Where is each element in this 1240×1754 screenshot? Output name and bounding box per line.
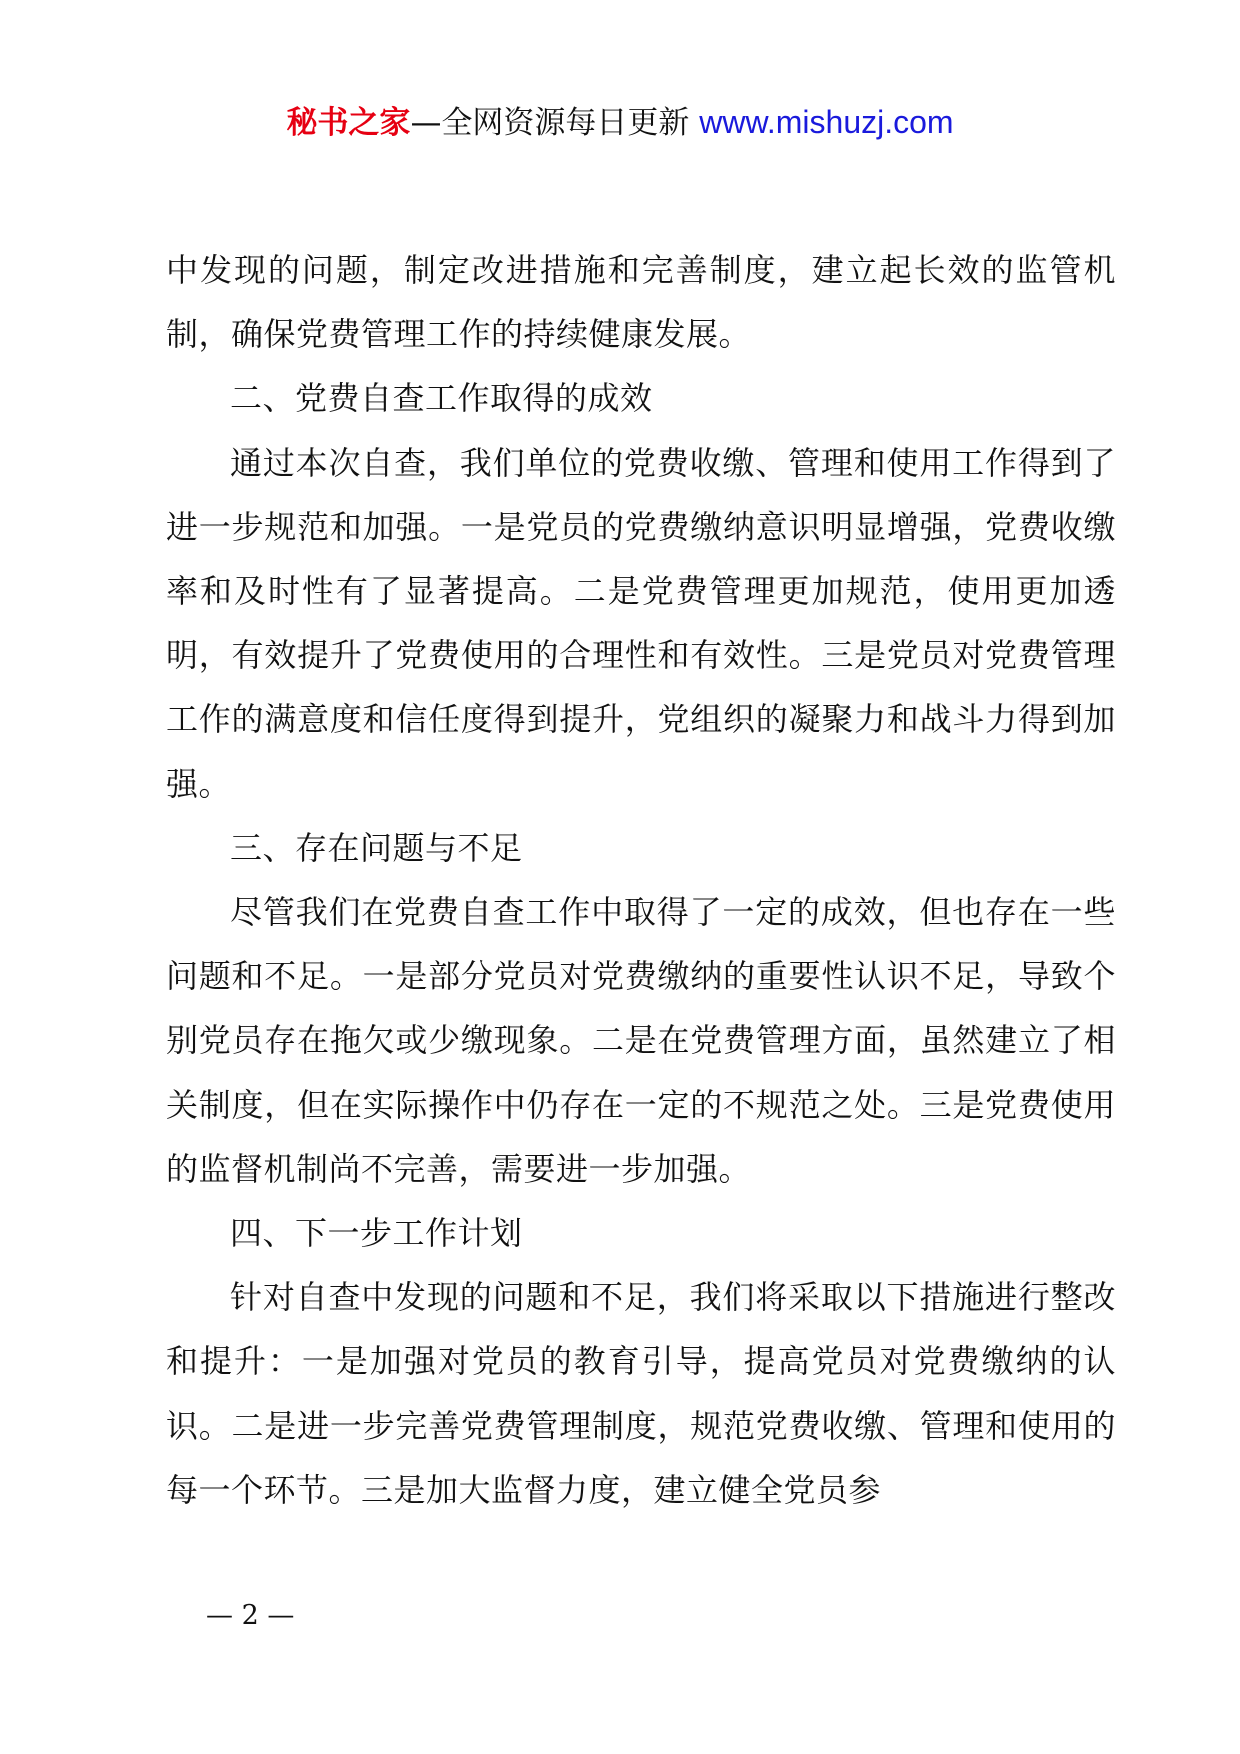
paragraph-problems: 尽管我们在党费自查工作中取得了一定的成效，但也存在一些问题和不足。一是部分党员对党费缴纳的重要性认识不足，导致个别党员存在拖欠或少缴现象。二是在党费管理方面，虽然建立了相关制度，但在实际操作中仍存在一定的不规范之处。三是党费使用的监督机制尚不完善，需要进一步加强。: [166, 893, 1116, 1188]
section-heading-problems: 三、存在问题与不足: [230, 828, 523, 867]
section-heading-next-steps: 四、下一步工作计划: [230, 1214, 523, 1253]
paragraph-continuation: 中发现的问题，制定改进措施和完善制度，建立起长效的监管机制，确保党费管理工作的持续健康发展。: [166, 251, 1116, 354]
site-tagline: —全网资源每日更新: [410, 105, 700, 141]
page-number: — 2 —: [206, 1600, 295, 1631]
site-url-link[interactable]: www.mishuzj.com: [699, 104, 954, 140]
section-heading-achievements: 二、党费自查工作取得的成效: [230, 379, 653, 418]
site-header: [0, 100, 1240, 145]
paragraph-achievements: 通过本次自查，我们单位的党费收缴、管理和使用工作得到了进一步规范和加强。一是党员的党费缴纳意识明显增强，党费收缴率和及时性有了显著提高。二是党费管理更加规范，使用更加透明，有效提升了党费使用的合理性和有效性。三是党员对党费管理工作的满意度和信任度得到提升，党组织的凝聚力和战斗力得到加强。: [166, 443, 1116, 803]
site-brand: 秘书之家: [286, 105, 411, 141]
paragraph-next-steps: 针对自查中发现的问题和不足，我们将采取以下措施进行整改和提升：一是加强对党员的教育引导，提高党员对党费缴纳的认识。二是进一步完善党费管理制度，规范党费收缴、管理和使用的每一个环节。三是加大监督力度，建立健全党员参: [166, 1278, 1116, 1509]
document-body: [166, 238, 1116, 1522]
